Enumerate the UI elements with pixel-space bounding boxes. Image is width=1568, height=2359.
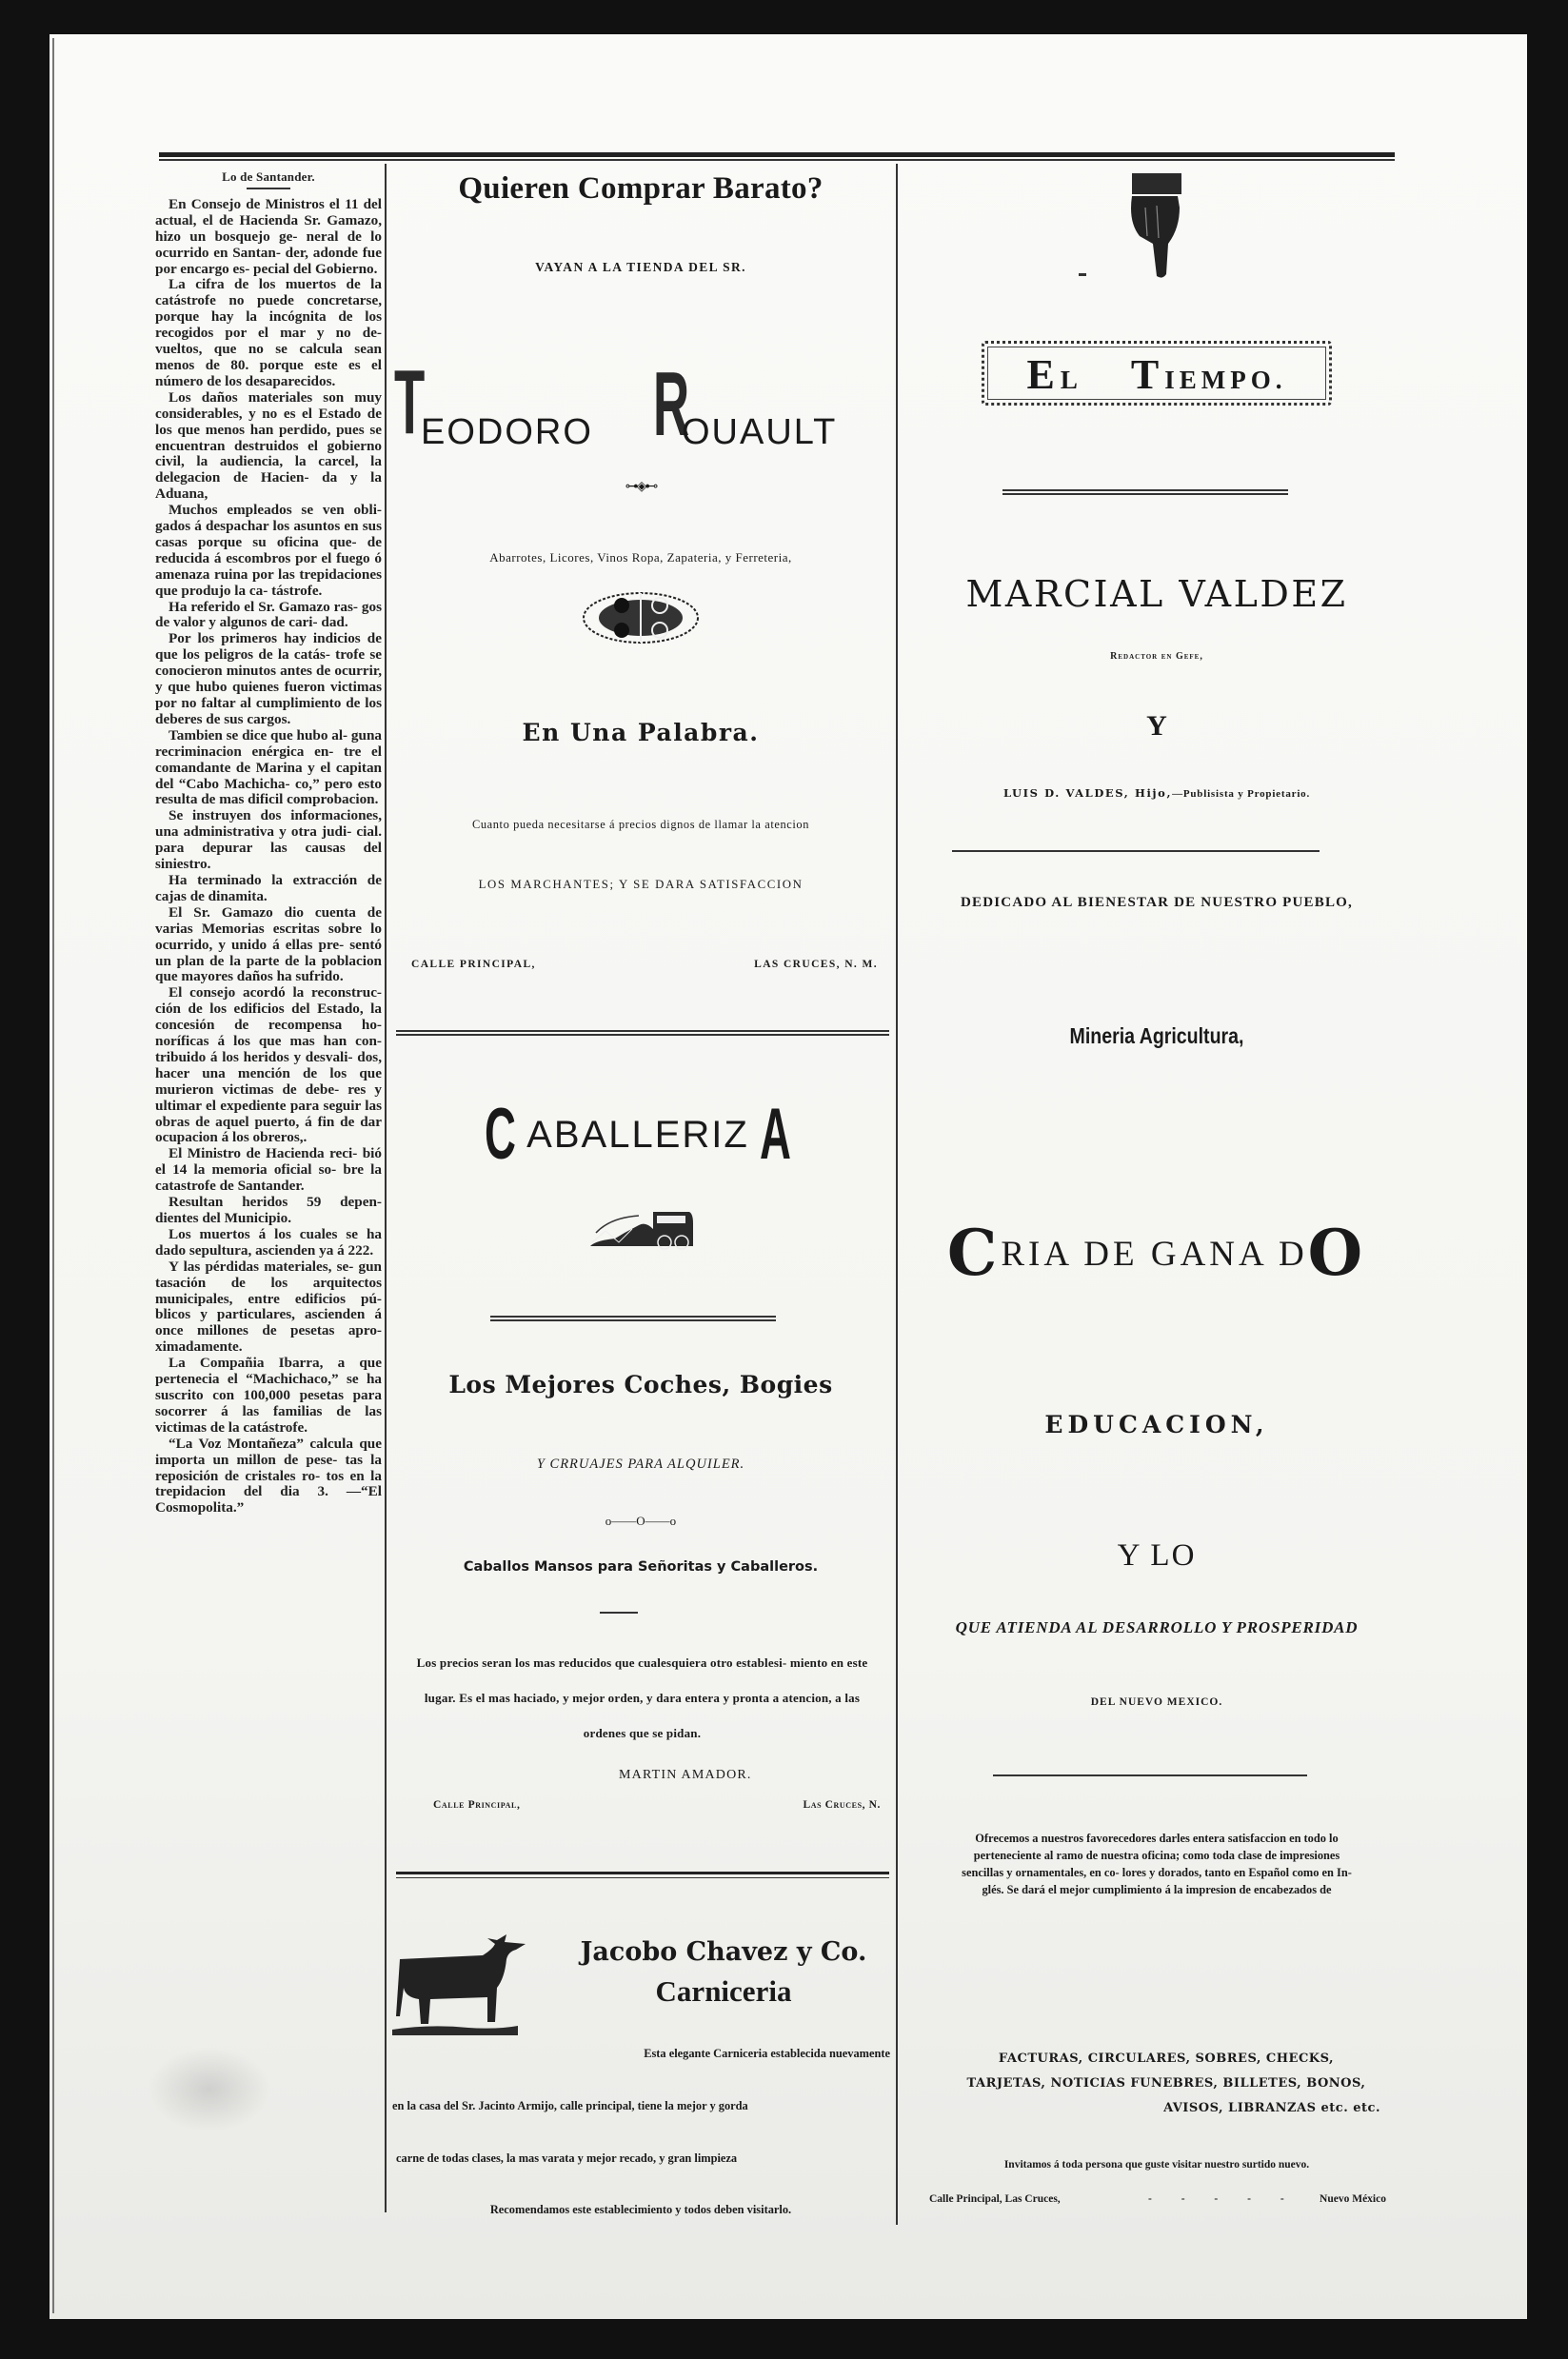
article-body [155, 197, 382, 1516]
article-paragraph: Tambien se dice que hubo al- guna recriminacion enérgica en- tre el comandante de Marina y el capitan del “Cabo Machicha- co,” pero esto resulta de mas dificil comprobacion. [155, 726, 382, 808]
ad-carniceria-line4: Recomendamos este establecimiento y todos deben visitarlo. [489, 2203, 792, 2216]
dash-mark [1079, 273, 1086, 276]
caballeriza-double-rule [490, 1316, 776, 1321]
ad-rouault-line1: Cuanto pueda necesitarse á precios dignos de llamar la atencion [472, 818, 809, 831]
article-paragraph: Los daños materiales son muy considerables, y no es el Estado de los que menos han perdido, pues se encuentran destruidos el gobierno civil, la audiencia, la carcel, la delegacion de Hacien- da y la Aduana, [155, 388, 382, 503]
page-edge-line [52, 38, 54, 2313]
editor-role: Redactor en Gefe, [1110, 651, 1203, 662]
del-nuevo-mexico: DEL NUEVO MEXICO. [1090, 1696, 1223, 1708]
final-o: O [1307, 1216, 1367, 1290]
ad-carniceria-line3: carne de todas clases, la mas varata y mejor recado, y gran limpieza [396, 2151, 738, 2165]
ad-rouault-headline: Quieren Comprar Barato? [458, 171, 824, 206]
y-lo: Y LO [1117, 1538, 1197, 1573]
que-atienda: QUE ATIENDA AL DESARROLLO Y PROSPERIDAD [955, 1618, 1359, 1636]
dedication: DEDICADO AL BIENESTAR DE NUESTRO PUEBLO, [961, 895, 1353, 910]
publisher-name: LUIS D. VALDES, Hijo, [1002, 786, 1173, 800]
address-region: Nuevo México [1320, 2193, 1386, 2205]
column-rule-right [896, 164, 898, 2225]
initial-c: C [485, 1094, 517, 1175]
ad-rouault-address [411, 959, 878, 970]
article-paragraph: Ha referido el Sr. Gamazo ras- gos de valor y algunos de cari- dad. [155, 598, 382, 631]
ad-rouault-merchandise: Abarrotes, Licores, Vinos Ropa, Zapateria, y Ferreteria, [489, 550, 792, 565]
ad-caballeriza-subhead: Y CRRUAJES PARA ALQUILER. [536, 1457, 745, 1472]
title-rest-iempo: IEMPO. [1164, 366, 1287, 394]
services-line3: AVISOS, LIBRANZAS etc. etc. [1163, 2101, 1380, 2115]
article-paragraph: Los muertos á los cuales se ha dado sepultura, ascienden ya á 222. [155, 1225, 382, 1259]
invitation: Invitamos á toda persona que guste visitar nuestro surtido nuevo. [1003, 2159, 1310, 2171]
topic-cria-de-ganado [900, 1216, 1414, 1290]
ad-caballeriza-headline: Los Mejores Coches, Bogies [448, 1371, 833, 1398]
address-street: Calle Principal, Las Cruces, [929, 2193, 1061, 2205]
ad-rouault-line2: LOS MARCHANTES; Y SE DARA SATISFACCION [478, 878, 804, 891]
editor-name: MARCIAL VALDEZ [965, 573, 1348, 615]
top-rule [159, 152, 1395, 161]
article-paragraph: “La Voz Montañeza” calcula que importa un millon de pese- tas la reposición de cristales ro- tos en la trepidacion del dia 3. —“El Cosmopolita.” [155, 1435, 382, 1516]
masthead-el-tiempo [978, 335, 1336, 411]
address-city: Las Cruces, N. [803, 1799, 881, 1811]
article-paragraph: Ha terminado la extracción de cajas de dinamita. [155, 871, 382, 904]
ad-rouault-slogan: En Una Palabra. [522, 719, 760, 746]
title-rest-l: L [1060, 366, 1082, 394]
topic-middle: RIA DE GANA D [1001, 1235, 1308, 1274]
article-paragraph: En Consejo de Ministros el 11 del actual, el de Hacienda Sr. Gamazo, hizo un bosquejo ge- neral de lo ocurrido en Santan- der, adonde fue por encargo es- pecial del Gobierno. [155, 195, 382, 277]
title-middle: ABALLERIZ [526, 1114, 749, 1156]
article-paragraph: Por los primeros hay indicios de que los peligros de la catás- trofe se conocieron minutos antes de ocurrir, y que hubo quienes fueron victimas por no faltar al cumplimiento de los deberes de sus cargos. [155, 630, 382, 727]
ad-caballeriza-horses: Caballos Mansos para Señoritas y Caballeros. [463, 1559, 819, 1575]
title-initial-t: T [1130, 351, 1165, 398]
printing-services [933, 2047, 1399, 2121]
topic-mineria: Mineria Agricultura, [1069, 1023, 1244, 1048]
name-first-rest: EODORO [421, 412, 593, 452]
flourish-ornament: ⊶◈⊷ [625, 480, 657, 494]
offer-rule [993, 1774, 1307, 1776]
masthead-address [929, 2193, 1386, 2205]
initial-c: C [946, 1216, 1002, 1290]
separator-ornament: o——O——o [605, 1514, 677, 1528]
article-paragraph: Se instruyen dos informaciones, una administrativa y otra judi- cial. para depurar las causas del siniestro. [155, 807, 382, 873]
address-street: CALLE PRINCIPAL, [411, 959, 536, 970]
address-street: Calle Principal, [433, 1799, 521, 1811]
article-santander [155, 169, 382, 1516]
article-paragraph: Muchos empleados se ven obli- gados á despachar los asuntos en sus casas porque su oficina que- de reducida á escombros por el fuego ó amenaza ruina por las trepidaciones que produjo la ca- tástrofe. [155, 502, 382, 599]
section-thick-rule [396, 1872, 889, 1878]
paper-stain [148, 2047, 271, 2132]
article-paragraph: El Ministro de Hacienda reci- bió el 14 la memoria oficial so- bre la catastrofe de Santander. [155, 1145, 382, 1195]
ad-caballeriza-signature: MARTIN AMADOR. [619, 1768, 752, 1782]
initial-t: T [394, 351, 426, 453]
final-a: A [759, 1094, 791, 1175]
article-paragraph: Y las pérdidas materiales, se- gun tasación de los arquitectos municipales, entre edificios pú- blicos y particulares, ascienden á once millones de pesetas apro- ximadamente. [155, 1258, 382, 1356]
ad-caballeriza-title [390, 1093, 885, 1179]
topic-educacion: EDUCACION, [1044, 1411, 1269, 1438]
pointing-hand-icon [900, 169, 1414, 279]
ad-caballeriza-body: Los precios seran los mas reducidos que cualesquiera otro establesi- miento en este lugar. Es el mas haciado, y mejor orden, y dara entera y pronta a atencion, a las ordenes que se pidan. [416, 1655, 868, 1740]
article-headline: Lo de Santander. [222, 169, 315, 184]
column-rule-left [385, 164, 387, 2212]
masthead-double-rule [1002, 489, 1288, 495]
article-paragraph: Resultan heridos 59 depen- dientes del Municipio. [155, 1194, 382, 1226]
address-dots: - - - - - [1148, 2193, 1298, 2205]
ornament-icon [388, 590, 893, 647]
ad-caballeriza-address [433, 1799, 881, 1811]
short-rule [600, 1612, 638, 1614]
printing-offer: Ofrecemos a nuestros favorecedores darles entera satisfaccion en todo lo perteneciente al ramo de nuestra oficina; como toda clase de impresiones sencillas y ornamentales, en co- lores y dorados, tanto en Español como en In- glés. Se dará el mejor cumplimiento á la impresion de encabezados de [962, 1832, 1352, 1896]
ad-carniceria-business: Carniceria [655, 1974, 792, 2008]
name-last-rest: OUAULT [682, 412, 838, 452]
stagecoach-icon [388, 1204, 893, 1252]
article-paragraph: La Compañia Ibarra, a que pertenecia el “Machichaco,” se ha suscrito con 100,000 pesetas para socorrer á las familias de las victimas de la catástrofe. [155, 1355, 382, 1436]
ad-carniceria-line1: Esta elegante Carniceria establecida nuevamente [644, 2047, 890, 2060]
publisher-role: —Publisista y Propietario. [1172, 788, 1311, 800]
ad-carniceria-line2: en la casa del Sr. Jacinto Armijo, calle principal, tiene la mejor y gorda [392, 2099, 748, 2112]
section-double-rule [396, 1030, 889, 1036]
article-paragraph: El Sr. Gamazo dio cuenta de varias Memorias escritas sobre lo ocurrido, y unido á ellas pre- sentó un plan de la parte de la poblacion que mayores daños ha sufrido. [155, 903, 382, 985]
ad-rouault-intro: VAYAN A LA TIENDA DEL SR. [535, 260, 746, 274]
ad-rouault-name [390, 351, 885, 462]
article-paragraph: El consejo acordó la reconstruc- ción de los edificios del Estado, la concesión de recompensa ho- noríficas á los que mas han con- tribuido á los heridos y desvali- dos, hacer una mención de los que murieron victimas de debe- res y ultimar el expediente para seguir las obras de aquel puerto, á fin de dar ocupacion á los obreros,. [155, 984, 382, 1146]
title-initial-e: E [1026, 351, 1061, 398]
services-line2: TARJETAS, NOTICIAS FUNEBRES, BILLETES, BONOS, [966, 2076, 1366, 2091]
headline-rule [247, 188, 290, 189]
address-city: LAS CRUCES, N. M. [754, 959, 878, 970]
initial-r: R [653, 353, 690, 455]
bull-icon [392, 1931, 535, 2045]
masthead-rule [952, 850, 1320, 852]
masthead-title [978, 350, 1336, 399]
services-line1: FACTURAS, CIRCULARES, SOBRES, CHECKS, [998, 2052, 1335, 2066]
publisher-line [900, 786, 1414, 800]
conjunction-y: Y [1146, 710, 1167, 742]
article-paragraph: La cifra de los muertos de la catástrofe no puede concretarse, porque hay la incógnita de los recogidos por el mar y no de- vueltos, que no se calcula sean menos de 80. porque este es el número de los desaparecidos. [155, 276, 382, 389]
ad-carniceria-company: Jacobo Chavez y Co. [580, 1937, 867, 1967]
